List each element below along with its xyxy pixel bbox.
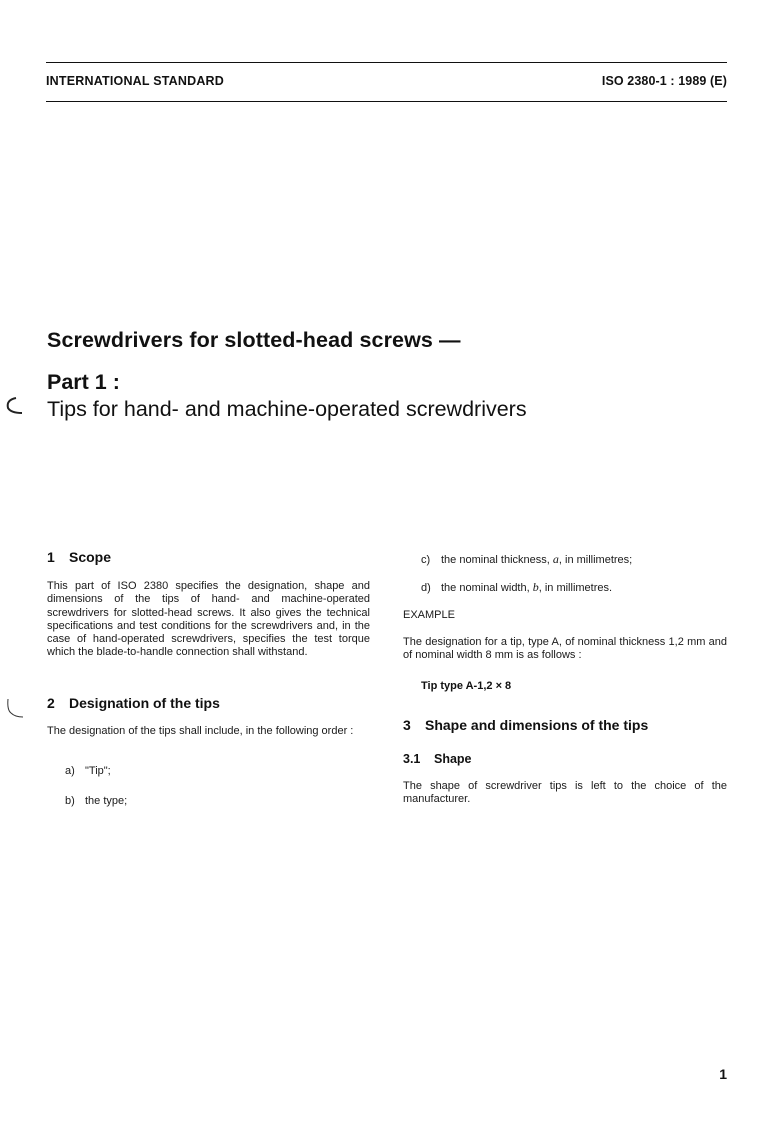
document-title: Screwdrivers for slotted-head screws — xyxy=(47,328,461,352)
page-number: 1 xyxy=(719,1066,727,1082)
example-designation: Tip type A-1,2 × 8 xyxy=(421,680,512,692)
margin-hook-mark-icon xyxy=(2,396,24,416)
section-3-1-body: The shape of screwdriver tips is left to the choice of the manufacturer. xyxy=(403,780,727,806)
list-item-c: c) the nominal thickness, a, in millimetres; xyxy=(421,552,633,566)
section-3-heading: 3 Shape and dimensions of the tips xyxy=(403,717,649,733)
list-item-b: b) the type; xyxy=(65,795,128,807)
section-2-heading: 2 Designation of the tips xyxy=(47,695,220,711)
list-item-a: a) "Tip"; xyxy=(65,765,111,777)
section-2-intro: The designation of the tips shall include, in the following order : xyxy=(47,725,354,737)
section-1-heading: 1 Scope xyxy=(47,549,112,565)
standard-number: ISO 2380-1 : 1989 (E) xyxy=(601,74,727,88)
example-label: EXAMPLE xyxy=(403,609,455,621)
document-subtitle: Tips for hand- and machine-operated screwdrivers xyxy=(47,397,527,421)
header-bottom-rule xyxy=(46,101,727,102)
list-item-d: d) the nominal width, b, in millimetres. xyxy=(421,580,613,594)
section-1-body: This part of ISO 2380 specifies the designation, shape and dimensions of the tips of hand- and machine-operated screwdrivers for slotted-head screws. It also gives the technical specifications and test conditions for the screwdrivers and, in the case of hand-operated screwdrivers, specifies the test torque which the blade-to-handle connection shall withstand. xyxy=(47,580,370,659)
example-text: The designation for a tip, type A, of nominal thickness 1,2 mm and of nominal width 8 mm is as follows : xyxy=(403,636,727,662)
section-3-1-heading: 3.1 Shape xyxy=(403,752,472,766)
document-part: Part 1 : xyxy=(47,370,120,394)
margin-hook-mark-small-icon xyxy=(2,698,24,720)
header-top-rule xyxy=(46,62,727,63)
standard-type-label: INTERNATIONAL STANDARD xyxy=(46,74,225,88)
